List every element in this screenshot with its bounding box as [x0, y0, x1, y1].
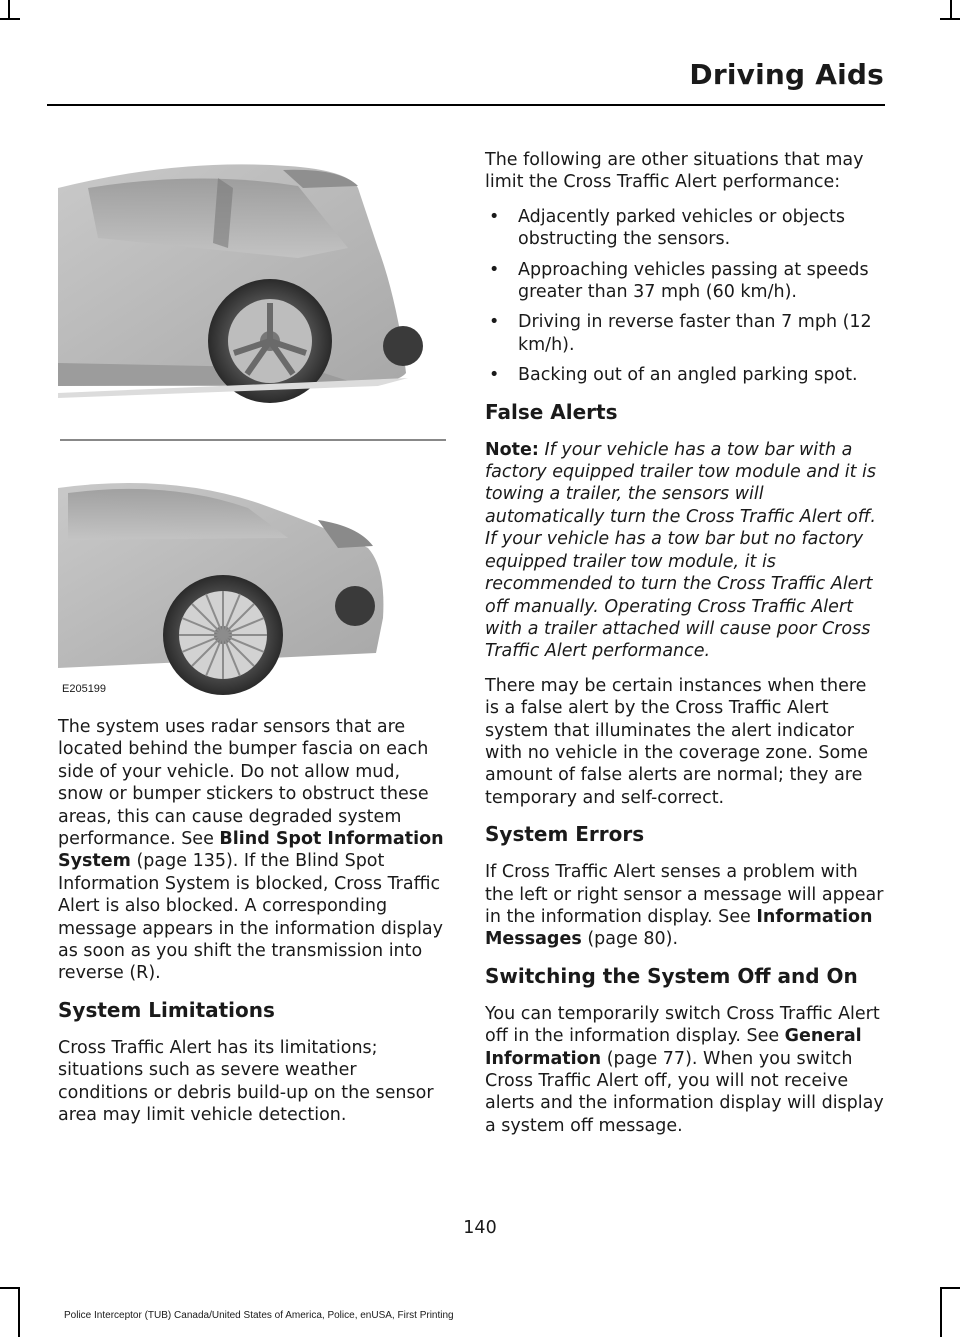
- page-title: Driving Aids: [689, 58, 884, 91]
- crop-mark: [950, 0, 952, 20]
- note-text: If your vehicle has a tow bar with a factory equipped trailer tow module and it is towing a trailer, the sensors will automatically turn the Cross Traffic Alert off. If your vehicle has a tow bar but no factory equipped trailer tow module, it is recommended to turn the Cross Traffic Alert off manually. Operating Cross Traffic Alert with a trailer attached will cause poor Cross Traffic Alert performance.: [485, 439, 877, 662]
- false-alerts-heading: False Alerts: [485, 399, 618, 424]
- note-paragraph: [485, 439, 885, 663]
- vehicle-rear-illustration: [58, 148, 446, 696]
- intro-paragraph: [58, 716, 450, 985]
- crop-mark: [0, 18, 20, 20]
- crop-mark: [0, 1287, 20, 1289]
- switching-heading: Switching the System Off and On: [485, 963, 858, 988]
- switch-text-cont: (page 77). When you switch Cross Traffic Alert off, you will not receive alerts and the information display will display a system off message.: [485, 1048, 884, 1136]
- suv-illustration: [58, 164, 423, 403]
- list-item: • Driving in reverse faster than 7 mph (12 km/h).: [485, 311, 885, 356]
- crop-mark: [940, 1287, 960, 1289]
- system-errors-paragraph: [485, 861, 885, 951]
- system-errors-heading: System Errors: [485, 822, 645, 847]
- crop-mark: [940, 18, 960, 20]
- limitations-paragraph: Cross Traffic Alert has its limitations; situations such as severe weather conditions or debris build-up on the sensor area may limit vehicle detection.: [58, 1037, 434, 1126]
- situations-list: [485, 206, 885, 387]
- list-item: • Backing out of an angled parking spot.: [485, 364, 885, 386]
- intro-text-cont: (page 135). If the Blind Spot Information System is blocked, Cross Traffic Alert is also blocked. A corresponding message appears in the information display as soon as you shift the transmission into reverse (R).: [58, 851, 444, 984]
- crop-mark: [18, 1287, 20, 1337]
- switching-paragraph: [485, 1003, 885, 1137]
- intro-text: The system uses radar sensors that are located behind the bumper fascia on each side of your vehicle. Do not allow mud, snow or bumper stickers to obstruct these areas, this can cause degraded system performance. See: [58, 717, 429, 850]
- blind-spot-link[interactable]: Blind Spot Information System: [58, 829, 444, 872]
- limitations-heading: System Limitations: [58, 997, 275, 1022]
- vehicles-svg: [58, 148, 446, 696]
- errors-text: If Cross Traffic Alert senses a problem with the left or right sensor a message will appear in the information display. See: [485, 862, 884, 927]
- page-number: 140: [463, 1218, 497, 1238]
- crop-mark: [8, 0, 10, 20]
- list-item: • Approaching vehicles passing at speeds greater than 37 mph (60 km/h).: [485, 259, 885, 304]
- general-information-link[interactable]: General Information: [485, 1026, 862, 1069]
- switch-text: You can temporarily switch Cross Traffic Alert off in the information display. See: [485, 1003, 880, 1047]
- right-column: [485, 149, 885, 1149]
- left-column: [58, 716, 450, 1139]
- note-label: Note:: [485, 439, 539, 460]
- crop-mark: [940, 1287, 942, 1337]
- footer-text: Police Interceptor (TUB) Canada/United States of America, Police, enUSA, First Printing: [64, 1310, 454, 1321]
- header-rule: [47, 104, 885, 106]
- list-item: • Adjacently parked vehicles or objects obstructing the sensors.: [485, 206, 885, 251]
- other-situations-intro: The following are other situations that may limit the Cross Traffic Alert performance:: [485, 150, 864, 193]
- sedan-illustration: [58, 483, 383, 695]
- false-alerts-paragraph: There may be certain instances when there is a false alert by the Cross Traffic Alert system that illuminates the alert indicator with no vehicle in the coverage zone. Some amount of false alerts are normal; they are temporary and self-correct.: [485, 675, 869, 808]
- information-messages-link[interactable]: Information Messages: [485, 906, 873, 950]
- errors-page-ref: (page 80).: [581, 929, 679, 950]
- figure-label: E205199: [62, 683, 107, 695]
